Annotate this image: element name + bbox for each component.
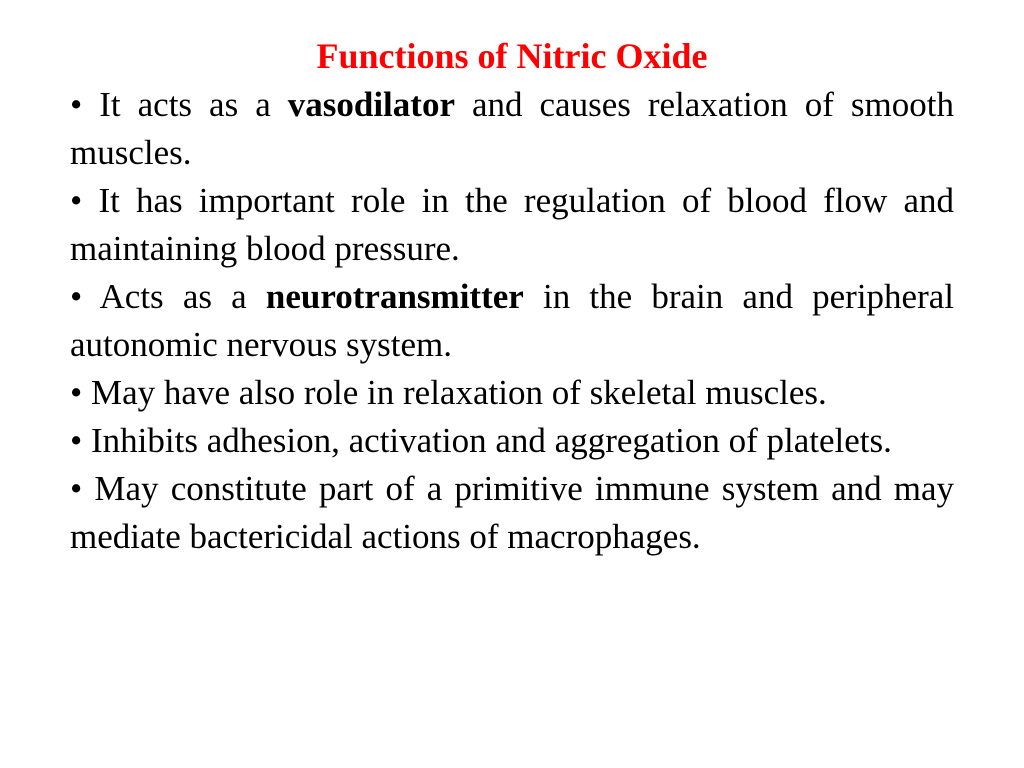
bullet-list xyxy=(70,81,954,561)
bullet-text: and causes relaxation of smooth muscles. xyxy=(70,85,955,172)
bullet-item xyxy=(70,273,954,369)
bullet-text: May constitute part of a primitive immune system and may mediate bactericidal actions of macrophages. xyxy=(70,469,954,556)
bullet-item xyxy=(70,369,954,417)
bullet-glyph: • xyxy=(70,181,83,220)
bullet-emphasis: neurotransmitter xyxy=(265,277,524,316)
bullet-glyph: • xyxy=(70,373,83,412)
bullet-item xyxy=(70,465,954,561)
bullet-text: Inhibits adhesion, activation and aggregation of platelets. xyxy=(91,421,892,460)
slide-title: Functions of Nitric Oxide xyxy=(316,36,708,76)
bullet-glyph: • xyxy=(70,469,83,508)
bullet-text: May have also role in relaxation of skeletal muscles. xyxy=(91,373,827,412)
bullet-text: in the brain and peripheral autonomic nervous system. xyxy=(70,277,954,364)
bullet-glyph: • xyxy=(70,421,83,460)
bullet-item xyxy=(70,177,954,273)
bullet-glyph: • xyxy=(70,85,83,124)
bullet-item xyxy=(70,81,954,177)
bullet-emphasis: vasodilator xyxy=(287,85,455,124)
bullet-text: Acts as a xyxy=(99,277,266,316)
bullet-item xyxy=(70,417,954,465)
bullet-glyph: • xyxy=(70,277,83,316)
bullet-text: It has important role in the regulation of blood flow and maintaining blood pressure. xyxy=(70,181,955,268)
bullet-text: It acts as a xyxy=(99,85,288,124)
